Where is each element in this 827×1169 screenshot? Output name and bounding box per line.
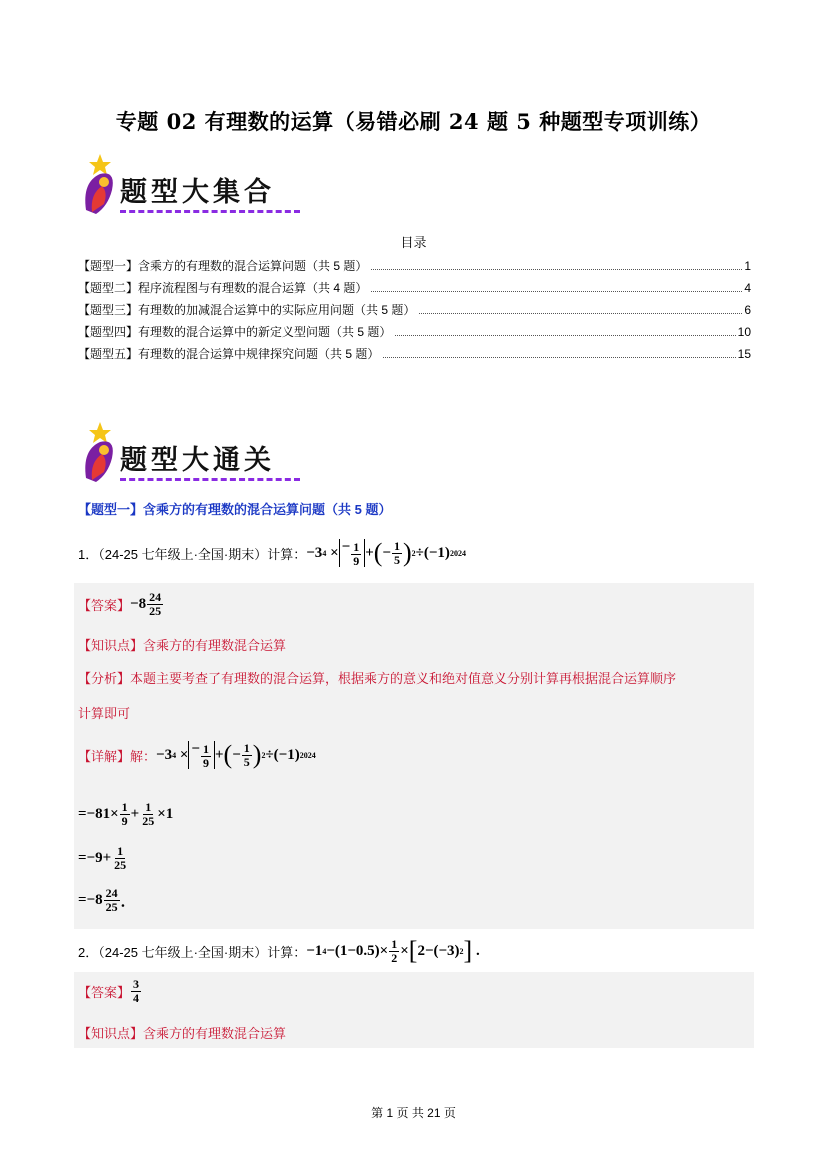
question-expression: −3 4 × − $\frac{1}{9}$ + ( − $\frac{1}{5}$ ) 2 ÷(−1) 2024 [306, 538, 466, 568]
question-1 [78, 535, 466, 571]
toc-item[interactable] [78, 257, 751, 275]
question-prefix: 2．（24-25 七年级上·全国·期末）计算： [78, 944, 307, 960]
toc-item-page: 6 [744, 303, 751, 317]
analysis-line-2: 计算即可 [78, 706, 131, 721]
toc-item[interactable] [78, 301, 751, 319]
step-1: =−81× $\frac{1}{9}$ + $\frac{1}{25}$ ×1 [78, 800, 174, 828]
section-title: 【题型一】含乘方的有理数的混合运算问题（共 5 题） [78, 502, 392, 517]
toc-item-page: 4 [744, 281, 751, 295]
answer-box-2 [74, 972, 754, 1048]
toc-item-label: 【题型二】程序流程图与有理数的混合运算（共 4 题） [78, 281, 368, 295]
detail-line: 【详解】 解： −3 4 × − $\frac{1}{9}$ + ( − $\frac{1}{5}$ ) 2 ÷(−1) 2024 [78, 740, 316, 770]
answer-box-1 [74, 583, 754, 929]
section-banner-collection [78, 152, 308, 222]
analysis-line: 【分析】本题主要考查了有理数的混合运算，根据乘方的意义和绝对值意义分别计算再根据混合运算顺序 [78, 671, 677, 686]
toc-leader [395, 335, 735, 336]
toc-item-page: 15 [737, 347, 751, 361]
toc-item-page: 1 [744, 259, 751, 273]
question-expression: −1 4 −(1−0.5)× $\frac{1}{2}$ × [ 2−(−3) 2 ] . [306, 936, 480, 965]
answer-value: $\frac{3}{4}$ [133, 977, 140, 1005]
answer-line [78, 978, 748, 1004]
question-2 [78, 933, 480, 969]
toc-leader [383, 357, 735, 358]
banner-text: 题型大集合 [120, 177, 275, 208]
toc-item[interactable] [78, 279, 751, 297]
answer-line [78, 591, 748, 617]
step-3: =−8 $\frac{24}{25}$ ． [78, 886, 136, 914]
wizard-logo-icon [78, 420, 122, 486]
page-footer: 第 1 页 共 21 页 [371, 1106, 456, 1120]
answer-value: −8 $\frac{24}{25}$ [130, 590, 162, 618]
page-title: 专题 02 有理数的运算（易错必刷 24 题 5 种题型专项训练） [115, 109, 712, 134]
toc-item-label: 【题型五】有理数的混合运算中规律探究问题（共 5 题） [78, 347, 380, 361]
toc-leader [371, 269, 742, 270]
toc-leader [371, 291, 742, 292]
toc-heading: 目录 [400, 235, 427, 250]
toc-item[interactable] [78, 323, 751, 341]
toc-item-label: 【题型四】有理数的混合运算中的新定义型问题（共 5 题） [78, 325, 392, 339]
banner-underline [120, 210, 300, 213]
toc-item-label: 【题型一】含乘方的有理数的混合运算问题（共 5 题） [78, 259, 368, 273]
banner-underline [120, 478, 300, 481]
banner-text: 题型大通关 [120, 445, 275, 476]
question-prefix: 1．（24-25 七年级上·全国·期末）计算： [78, 546, 307, 562]
step-2: =−9+ $\frac{1}{25}$ [78, 844, 127, 872]
toc-item-label: 【题型三】有理数的加减混合运算中的实际应用问题（共 5 题） [78, 303, 416, 317]
toc-leader [419, 313, 742, 314]
detail-expression: −3 4 × − $\frac{1}{9}$ + ( − $\frac{1}{5}$ ) 2 ÷(−1) 2024 [156, 740, 316, 770]
knowledge-line: 【知识点】含乘方的有理数混合运算 [78, 1026, 287, 1041]
answer-tag: 【答案】 [78, 984, 131, 1000]
section-banner-pass [78, 420, 308, 490]
toc-item[interactable] [78, 345, 751, 363]
wizard-logo-icon [78, 152, 122, 218]
toc-item-page: 10 [737, 325, 751, 339]
answer-tag: 【答案】 [78, 597, 131, 613]
knowledge-line: 【知识点】含乘方的有理数混合运算 [78, 638, 287, 653]
